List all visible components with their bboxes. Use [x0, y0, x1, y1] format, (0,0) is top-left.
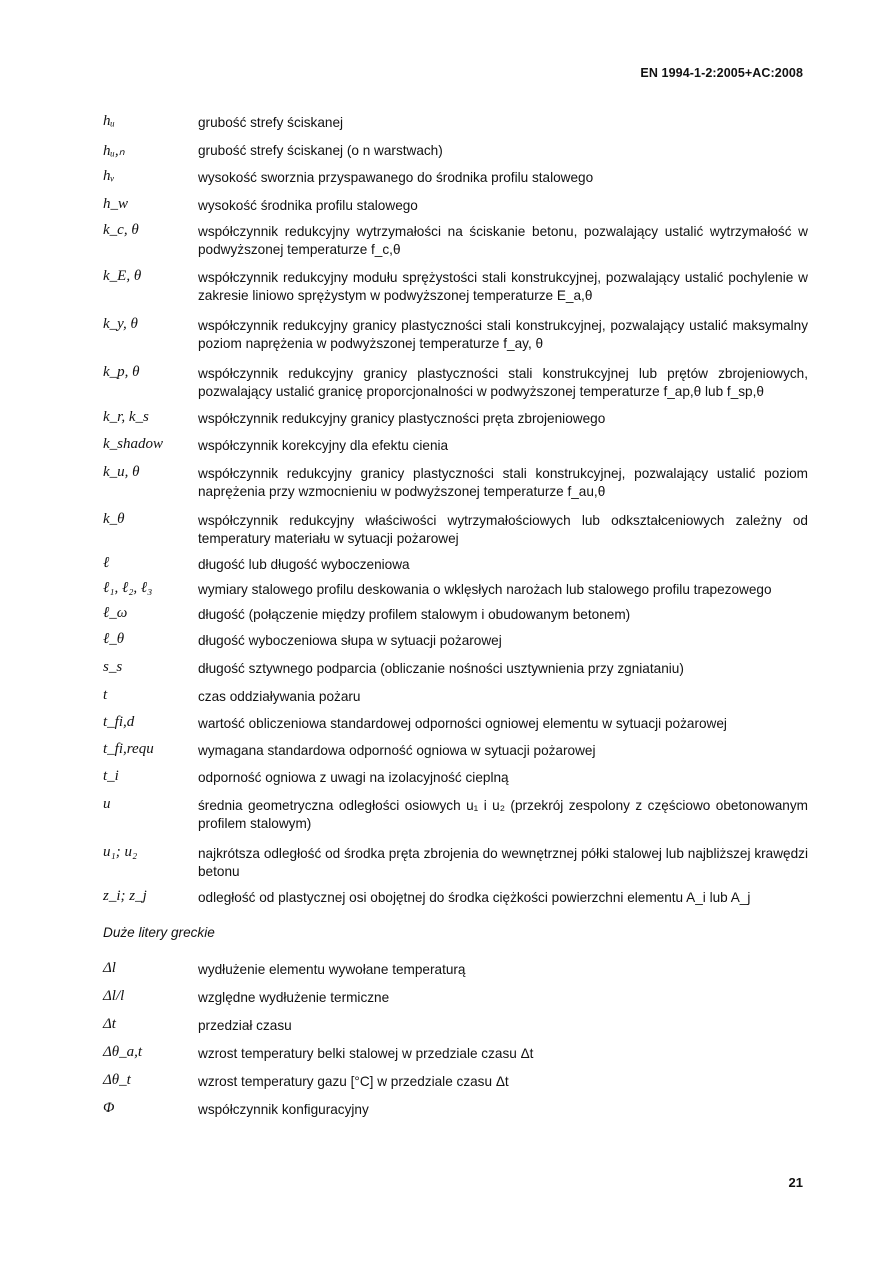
symbol: k_E, θ: [103, 268, 142, 284]
symbol: k_θ: [103, 511, 125, 527]
symbol: k_p, θ: [103, 364, 140, 380]
symbol-definition: wysokość środnika profilu stalowego: [198, 198, 418, 213]
symbol-definition: odległość od plastycznej osi obojętnej do środka ciężkości powierzchni elementu A_i lub A_j: [198, 890, 751, 905]
symbol: k_u, θ: [103, 464, 140, 480]
greek-symbol: Φ: [103, 1100, 115, 1116]
symbol-definition: współczynnik redukcyjny granicy plastyczności stali konstrukcyjnej lub prętów zbrojeniowych, pozwalający ustalić granicę proporcjonalności w podwyższonej temperaturze f_ap,θ lub f_sp,θ: [198, 366, 808, 399]
symbol-definition: najkrótsza odległość od środka pręta zbrojenia do wewnętrznej półki stalowej lub najbliższej krawędzi betonu: [198, 846, 808, 879]
symbol: hᵤ,ₙ: [103, 143, 125, 159]
symbol-definition: wysokość sworznia przyspawanego do środnika profilu stalowego: [198, 170, 594, 185]
page-number: 21: [788, 1175, 803, 1190]
greek-symbol: Δt: [103, 1016, 116, 1032]
symbol-definition: długość (połączenie między profilem stalowym i obudowanym betonem): [198, 607, 631, 622]
symbol: ℓ_θ: [103, 631, 125, 647]
symbol: hᵥ: [103, 168, 115, 184]
greek-symbol: Δθ_t: [103, 1072, 131, 1088]
symbol-definition: długość sztywnego podparcia (obliczanie nośności usztywnienia przy zgniataniu): [198, 661, 684, 676]
symbol: u₁; u₂: [103, 844, 138, 860]
section-title-greek: Duże litery greckie: [103, 925, 215, 940]
symbol: z_i; z_j: [103, 888, 147, 904]
greek-symbol-definition: względne wydłużenie termiczne: [198, 990, 390, 1005]
symbol: ℓ_ω: [103, 605, 128, 621]
symbol-definition: grubość strefy ściskanej: [198, 115, 344, 130]
greek-symbol-definition: wzrost temperatury belki stalowej w przedziale czasu Δt: [198, 1046, 534, 1061]
greek-symbol: Δl/l: [103, 988, 125, 1004]
symbol-definition: współczynnik korekcyjny dla efektu cienia: [198, 438, 449, 453]
symbol-definition: współczynnik redukcyjny granicy plastyczności stali konstrukcyjnej, pozwalający ustalić poziom naprężenia przy wzmocnieniu w podwyższonej temperaturze f_au,θ: [198, 466, 808, 499]
symbol-definition: wartość obliczeniowa standardowej odporności ogniowej elementu w sytuacji pożarowej: [198, 716, 727, 731]
greek-symbol-definition: przedział czasu: [198, 1018, 292, 1033]
symbol-definition: współczynnik redukcyjny granicy plastyczności stali konstrukcyjnej, pozwalający ustalić maksymalny poziom naprężenia w podwyższonej temperaturze f_ay, θ: [198, 318, 808, 351]
symbol: hᵤ: [103, 113, 115, 129]
symbol-definition: odporność ogniowa z uwagi na izolacyjność cieplną: [198, 770, 509, 785]
symbol-definition: współczynnik redukcyjny granicy plastyczności pręta zbrojeniowego: [198, 411, 606, 426]
symbol: t: [103, 687, 108, 703]
greek-symbol: Δθ_a,t: [103, 1044, 143, 1060]
symbol-definition: grubość strefy ściskanej (o n warstwach): [198, 143, 443, 158]
symbol: k_shadow: [103, 436, 163, 452]
symbol: u: [103, 796, 111, 812]
symbol-definition: współczynnik redukcyjny właściwości wytrzymałościowych lub odkształceniowych zależny od temperatury materiału w sytuacji pożarowej: [198, 513, 808, 546]
symbol: k_c, θ: [103, 222, 139, 238]
symbol: t_fi,requ: [103, 741, 154, 757]
symbol-definition: długość wyboczeniowa słupa w sytuacji pożarowej: [198, 633, 502, 648]
symbol: ℓ₁, ℓ₂, ℓ₃: [103, 580, 153, 596]
greek-symbol-definition: wydłużenie elementu wywołane temperaturą: [198, 962, 466, 977]
symbol: h_w: [103, 196, 129, 212]
symbol: t_fi,d: [103, 714, 135, 730]
symbol-definition: współczynnik redukcyjny wytrzymałości na ściskanie betonu, pozwalający ustalić wytrzymałość w podwyższonej temperaturze f_c,θ: [198, 224, 808, 257]
greek-symbol-definition: wzrost temperatury gazu [°C] w przedziale czasu Δt: [198, 1074, 509, 1089]
document-header-standard: EN 1994-1-2:2005+AC:2008: [640, 66, 803, 80]
symbol-definition: długość lub długość wyboczeniowa: [198, 557, 410, 572]
symbol-definition: czas oddziaływania pożaru: [198, 689, 361, 704]
symbol-definition: współczynnik redukcyjny modułu sprężystości stali konstrukcyjnej, pozwalający ustalić pochylenie w zakresie liniowo sprężystym w podwyższonej temperaturze E_a,θ: [198, 270, 808, 303]
symbol: s_s: [103, 659, 123, 675]
greek-symbol: Δl: [103, 960, 116, 976]
symbol: ℓ: [103, 555, 110, 571]
symbol: t_i: [103, 768, 119, 784]
symbol-definition: wymagana standardowa odporność ogniowa w sytuacji pożarowej: [198, 743, 596, 758]
symbol-definition: wymiary stalowego profilu deskowania o wklęsłych narożach lub stalowego profilu trapezowego: [198, 582, 772, 597]
symbol: k_r, k_s: [103, 409, 149, 425]
symbol-definition: średnia geometryczna odległości osiowych u₁ i u₂ (przekrój zespolony z częściowo obetonowanym profilem stalowym): [198, 798, 808, 831]
greek-symbol-definition: współczynnik konfiguracyjny: [198, 1102, 369, 1117]
symbol: k_y, θ: [103, 316, 138, 332]
